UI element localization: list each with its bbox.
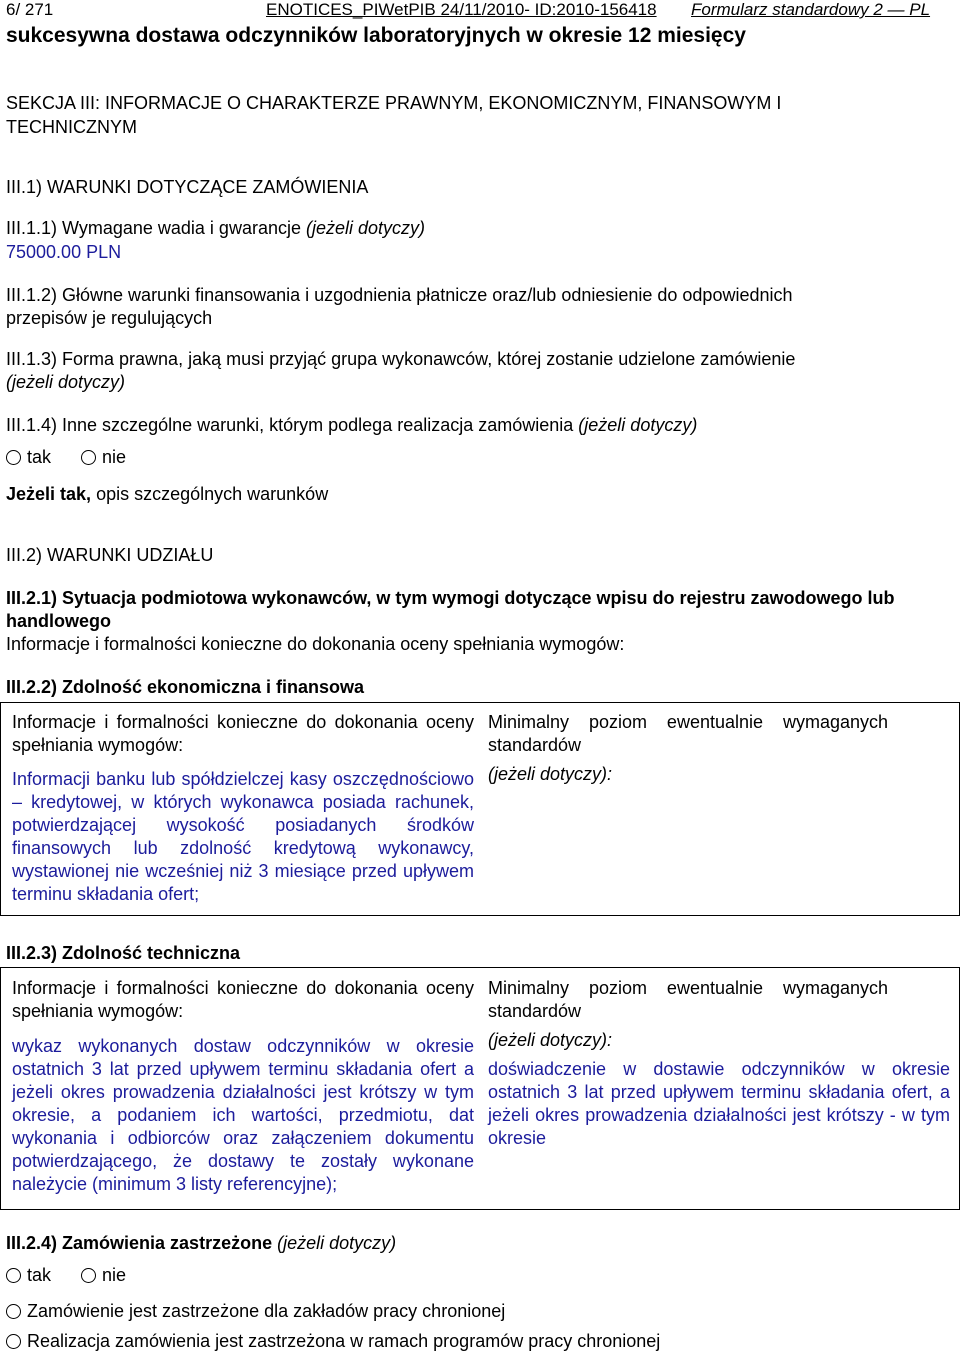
section-3-1-1-title: III.1.1) Wymagane wadia i gwarancje: [6, 218, 301, 238]
economic-right-note: (jeżeli dotyczy):: [488, 764, 613, 784]
section-3-1-title: III.1) WARUNKI DOTYCZĄCE ZAMÓWIENIA: [6, 177, 369, 197]
technical-right-value: doświadczenie w dostawie odczynników w okresie ostatnich 3 lat przed upływem terminu składania ofert, a jeżeli okres prowadzenia działalności jest krótszy - w tym okresie: [488, 1059, 950, 1148]
section-3-2-1-line2: handlowego: [6, 611, 111, 631]
section-3-1-2-line1: III.1.2) Główne warunki finansowania i uzgodnienia płatnicze oraz/lub odniesienie do odpowiednich: [6, 285, 793, 305]
conditions-details: [6, 483, 328, 506]
section-3-1-1: [6, 217, 425, 240]
section-3-2-3-title: III.2.3) Zdolność techniczna: [6, 943, 241, 963]
other-conditions-options: [6, 446, 126, 469]
section-3-2-1-info: Informacje i formalności konieczne do dokonania oceny spełniania wymogów:: [6, 634, 625, 654]
notice-id: ENOTICES_PIWetPIB 24/11/2010- ID:2010-156418: [266, 0, 657, 19]
economic-left-value: Informacji banku lub spółdzielczej kasy oszczędnościowo – kredytowej, w których wykonawca posiada rachunek, potwierdzającej wysokość posiadanych środków finansowych lub zdolność kredytową wykonawcy, wystawionej nie wcześniej niż 3 miesiące przed upływem terminu składania ofert;: [12, 769, 474, 904]
economic-right-label: Minimalny poziom ewentualnie wymaganych standardów: [488, 712, 888, 755]
section-3-1-4: [6, 414, 697, 437]
section-3-1-3-note: (jeżeli dotyczy): [6, 372, 126, 392]
radio-no[interactable]: nie: [81, 447, 126, 467]
radio-no[interactable]: nie: [81, 1265, 126, 1285]
radio-circle-icon: [6, 450, 21, 465]
technical-left-value: wykaz wykonanych dostaw odczynników w okresie ostatnich 3 lat przed upływem terminu składania ofert a jeżeli okres prowadzenia działalności jest krótszy w tym okresie, a podaniem ich wartości, przedmiotu, dat wykonania i odbiorców oraz załączeniem dokumentu potwierdzającego, że dostawy te zostały wykonane należycie (minimum 3 listy referencyjne);: [12, 1036, 474, 1194]
radio-circle-icon: [81, 450, 96, 465]
section-3-2-4: [6, 1232, 396, 1255]
section-3-1-3-line1: III.1.3) Forma prawna, jaką musi przyjąć grupa wykonawców, której zostanie udzielone zamówienie: [6, 349, 796, 369]
radio-yes[interactable]: tak: [6, 447, 51, 467]
radio-sheltered-programs[interactable]: [6, 1330, 660, 1353]
section-3-2-2-title: III.2.2) Zdolność ekonomiczna i finansowa: [6, 677, 365, 697]
conditions-details-text: opis szczególnych warunków: [96, 484, 329, 504]
reserved-options: [6, 1264, 126, 1287]
form-name: Formularz standardowy 2 — PL: [691, 0, 931, 19]
section-3-1-1-note: (jeżeli dotyczy): [306, 218, 426, 238]
technical-right-label: Minimalny poziom ewentualnie wymaganych standardów: [488, 978, 888, 1021]
technical-right-note: (jeżeli dotyczy):: [488, 1030, 613, 1050]
section-title-line1: SEKCJA III: INFORMACJE O CHARAKTERZE PRAWNYM, EKONOMICZNYM, FINANSOWYM I: [6, 93, 782, 113]
section-3-1-2-line2: przepisów je regulujących: [6, 308, 213, 328]
notice-title: sukcesywna dostawa odczynników laboratoryjnych w okresie 12 miesięcy: [6, 24, 746, 47]
radio-yes[interactable]: tak: [6, 1265, 51, 1285]
radio-sheltered-label: Zamówienie jest zastrzeżone dla zakładów pracy chronionej: [27, 1301, 506, 1321]
section-title-line2: TECHNICZNYM: [6, 117, 137, 137]
radio-programs-label: Realizacja zamówienia jest zastrzeżona w ramach programów pracy chronionej: [27, 1331, 661, 1351]
conditions-details-label: Jeżeli tak,: [6, 484, 92, 504]
technical-left-label: Informacje i formalności konieczne do dokonania oceny spełniania wymogów:: [12, 978, 474, 1021]
section-3-2-title: III.2) WARUNKI UDZIAŁU: [6, 545, 214, 565]
section-3-1-4-note: (jeżeli dotyczy): [578, 415, 698, 435]
radio-circle-icon: [81, 1268, 96, 1283]
economic-left-label: Informacje i formalności konieczne do dokonania oceny spełniania wymogów:: [12, 712, 474, 755]
section-3-2-1-line1: III.2.1) Sytuacja podmiotowa wykonawców, w tym wymogi dotyczące wpisu do rejestru zawodowego lub: [6, 588, 895, 608]
section-3-2-4-title: III.2.4) Zamówienia zastrzeżone: [6, 1233, 273, 1253]
radio-circle-icon: [6, 1334, 21, 1349]
section-3-1-4-title: III.1.4) Inne szczególne warunki, którym podlega realizacja zamówienia: [6, 415, 574, 435]
section-3-2-4-note: (jeżeli dotyczy): [277, 1233, 397, 1253]
guarantee-amount: 75000.00 PLN: [6, 242, 122, 262]
radio-sheltered-workshops[interactable]: [6, 1300, 505, 1323]
radio-circle-icon: [6, 1304, 21, 1319]
radio-circle-icon: [6, 1268, 21, 1283]
page-number: 6/ 271: [6, 0, 54, 19]
